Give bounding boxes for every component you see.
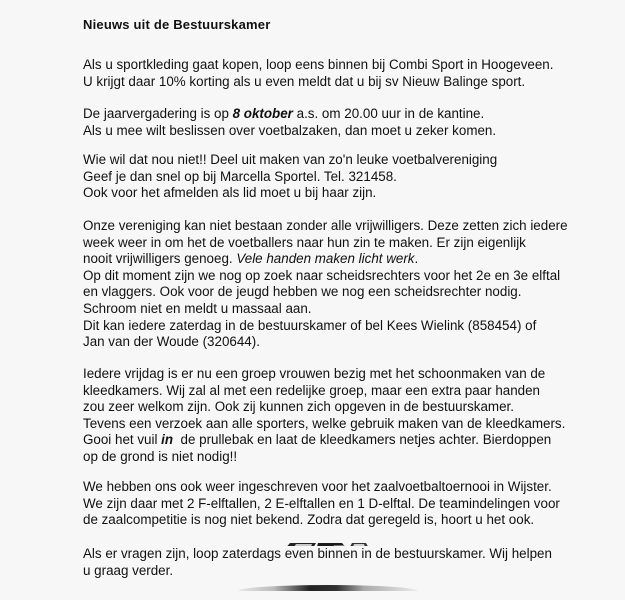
text-line (83, 251, 568, 268)
text-segment: Gooi het vuil (83, 432, 162, 448)
text-segment: a.s. om 20.00 uur in de kantine. (292, 106, 485, 121)
soccer-ball-icon (282, 538, 370, 546)
text-line: u graag verder. (83, 562, 174, 578)
text-line: Wie wil dat nou niet!! Deel uit maken van zo'n leuke voetbalvereniging (83, 152, 498, 167)
text-line: Schroom niet en meldt u massaal aan. (83, 300, 312, 316)
page-title: Nieuws uit de Bestuurskamer (83, 17, 271, 32)
paragraph-jaarvergadering (83, 106, 496, 139)
text-line: U krijgt daar 10% korting als u even meldt dat u bij sv Nieuw Balinge sport. (83, 73, 526, 89)
paragraph-zaalvoetbal (83, 479, 560, 529)
emphasized-date: 8 oktober (232, 106, 293, 121)
text-segment: de prullebak en laat de kleedkamers netjes achter. Bierdoppen (173, 432, 552, 448)
text-line: Als u sportkleding gaat kopen, loop eens binnen bij Combi Sport in Hoogeveen. (83, 57, 554, 72)
text-line: Tevens een verzoek aan alle sporters, welke gebruik maken van de kleedkamers. (83, 415, 566, 431)
text-segment: nooit vrijwilligers genoeg. (83, 251, 237, 267)
text-line: Iedere vrijdag is er nu een groep vrouwen bezig met het schoonmaken van de (83, 366, 546, 381)
text-line: kleedkamers. Wij zal al met een redelijke groep, maar een extra paar handen (83, 382, 541, 398)
text-line: We hebben ons ook weer ingeschreven voor het zaalvoetbaltoernooi in Wijster. (83, 479, 552, 494)
text-line: Als er vragen zijn, loop zaterdags even binnen in de bestuurskamer. Wij helpen (83, 546, 552, 561)
paragraph-sportkleding (83, 57, 553, 90)
text-line: Op dit moment zijn we nog op zoek naar scheidsrechters voor het 2e en 3e elftal (83, 267, 561, 283)
paragraph-vragen (83, 546, 552, 579)
text-line: Dit kan iedere zaterdag in de bestuurskamer of bel Kees Wielink (858454) of (83, 317, 537, 333)
text-line (83, 432, 565, 449)
text-line: week weer in om het de voetballers naar hun zin te maken. Er zijn eigenlijk (83, 234, 526, 250)
emphasized-word: in (161, 432, 174, 448)
text-line (83, 106, 496, 123)
text-segment: . (414, 251, 419, 267)
text-line: zou zeer welkom zijn. Ook zij kunnen zich opgeven in de bestuurskamer. (83, 399, 514, 415)
text-line: Ook voor het afmelden als lid moet u bij haar zijn. (83, 185, 377, 201)
paragraph-vrijwilligers (83, 218, 568, 351)
text-line: op de grond is niet nodig!! (83, 448, 238, 464)
text-line: Jan van der Woude (320644). (83, 334, 260, 350)
text-line: Geef je dan snel op bij Marcella Sportel. Tel. 321458. (83, 168, 397, 184)
italic-phrase: Vele handen maken licht werk (236, 251, 415, 267)
paragraph-kleedkamers (83, 366, 565, 466)
text-line: de zaalcompetitie is nog niet bekend. Zodra dat geregeld is, hoort u het ook. (83, 512, 535, 528)
text-line: Als u mee wilt beslissen over voetbalzaken, dan moet u zeker komen. (83, 122, 497, 138)
text-segment: De jaarvergadering is op (83, 106, 233, 121)
paragraph-lidmaatschap (83, 152, 497, 202)
text-line: We zijn daar met 2 F-elftallen, 2 E-elftallen en 1 D-elftal. De teamindelingen voor (83, 495, 560, 511)
text-line: en vlaggers. Ook voor de jeugd hebben we nog een scheidsrechter nodig. (83, 284, 522, 300)
text-line: Onze vereniging kan niet bestaan zonder alle vrijwilligers. Deze zetten zich iedere (83, 218, 568, 233)
soccer-ball-shadow (238, 585, 418, 591)
